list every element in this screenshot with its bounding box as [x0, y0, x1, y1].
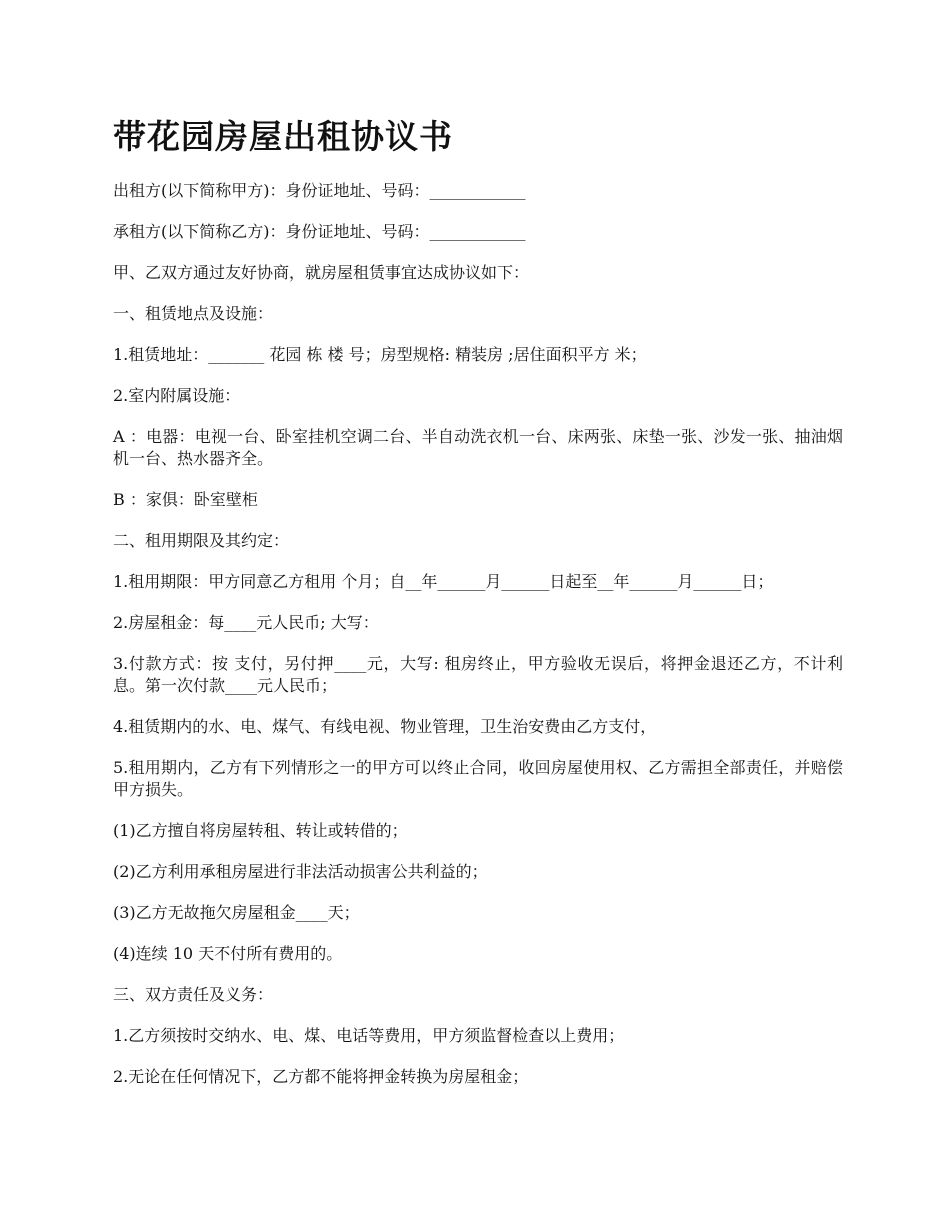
section-heading-location: 一、租赁地点及设施： — [113, 304, 274, 323]
paragraph-utilities: 4.租赁期内的水、电、煤气、有线电视、物业管理，卫生治安费由乙方支付， — [113, 717, 657, 736]
list-item-illegal-use: (2)乙方利用承租房屋进行非法活动损害公共利益的； — [113, 862, 488, 881]
section-heading-obligations: 三、双方责任及义务： — [113, 985, 274, 1004]
paragraph-obligation-1: 1.乙方须按时交纳水、电、煤、电话等费用，甲方须监督检查以上费用； — [113, 1026, 625, 1045]
list-item-arrears: (3)乙方无故拖欠房屋租金____天； — [113, 903, 360, 922]
paragraph-rent: 2.房屋租金：每____元人民币; 大写： — [113, 613, 379, 632]
paragraph-obligation-2: 2.无论在任何情况下，乙方都不能将押金转换为房屋租金； — [113, 1067, 529, 1086]
paragraph-intro: 甲、乙双方通过友好协商，就房屋租赁事宜达成协议如下： — [113, 263, 530, 282]
paragraph-address: 1.租赁地址：_______ 花园 栋 楼 号；房型规格: 精装房 ;居住面积平方 米； — [113, 345, 647, 364]
document-title: 带花园房屋出租协议书 — [113, 117, 453, 156]
list-item-unpaid-fees: (4)连续 10 天不付所有费用的。 — [113, 944, 343, 963]
paragraph-facilities: 2.室内附属设施： — [113, 386, 241, 405]
paragraph-appliances: A ：电器：电视一台、卧室挂机空调二台、半自动洗衣机一台、床两张、床垫一张、沙发一张、抽油烟机一台、热水器齐全。 — [113, 427, 843, 468]
paragraph-termination: 5.租用期内，乙方有下列情形之一的甲方可以终止合同，收回房屋使用权、乙方需担全部责任，并赔偿甲方损失。 — [113, 758, 843, 799]
paragraph-furniture: B ：家俱：卧室壁柜 — [113, 490, 258, 509]
paragraph-lease-term: 1.租用期限：甲方同意乙方租用 个月；自__年______月______日起至__年______月______日； — [113, 572, 774, 591]
paragraph-payment: 3.付款方式：按 支付，另付押____元，大写: 租房终止，甲方验收无误后，将押金退还乙方，不计利息。第一次付款____元人民币； — [113, 654, 843, 695]
section-heading-term: 二、租用期限及其约定： — [113, 531, 290, 550]
paragraph-lessor: 出租方(以下简称甲方)：身份证地址、号码：____________ — [113, 181, 526, 200]
list-item-sublet: (1)乙方擅自将房屋转租、转让或转借的； — [113, 821, 408, 840]
document-page — [113, 112, 843, 1107]
paragraph-lessee: 承租方(以下简称乙方)：身份证地址、号码：____________ — [113, 222, 526, 241]
